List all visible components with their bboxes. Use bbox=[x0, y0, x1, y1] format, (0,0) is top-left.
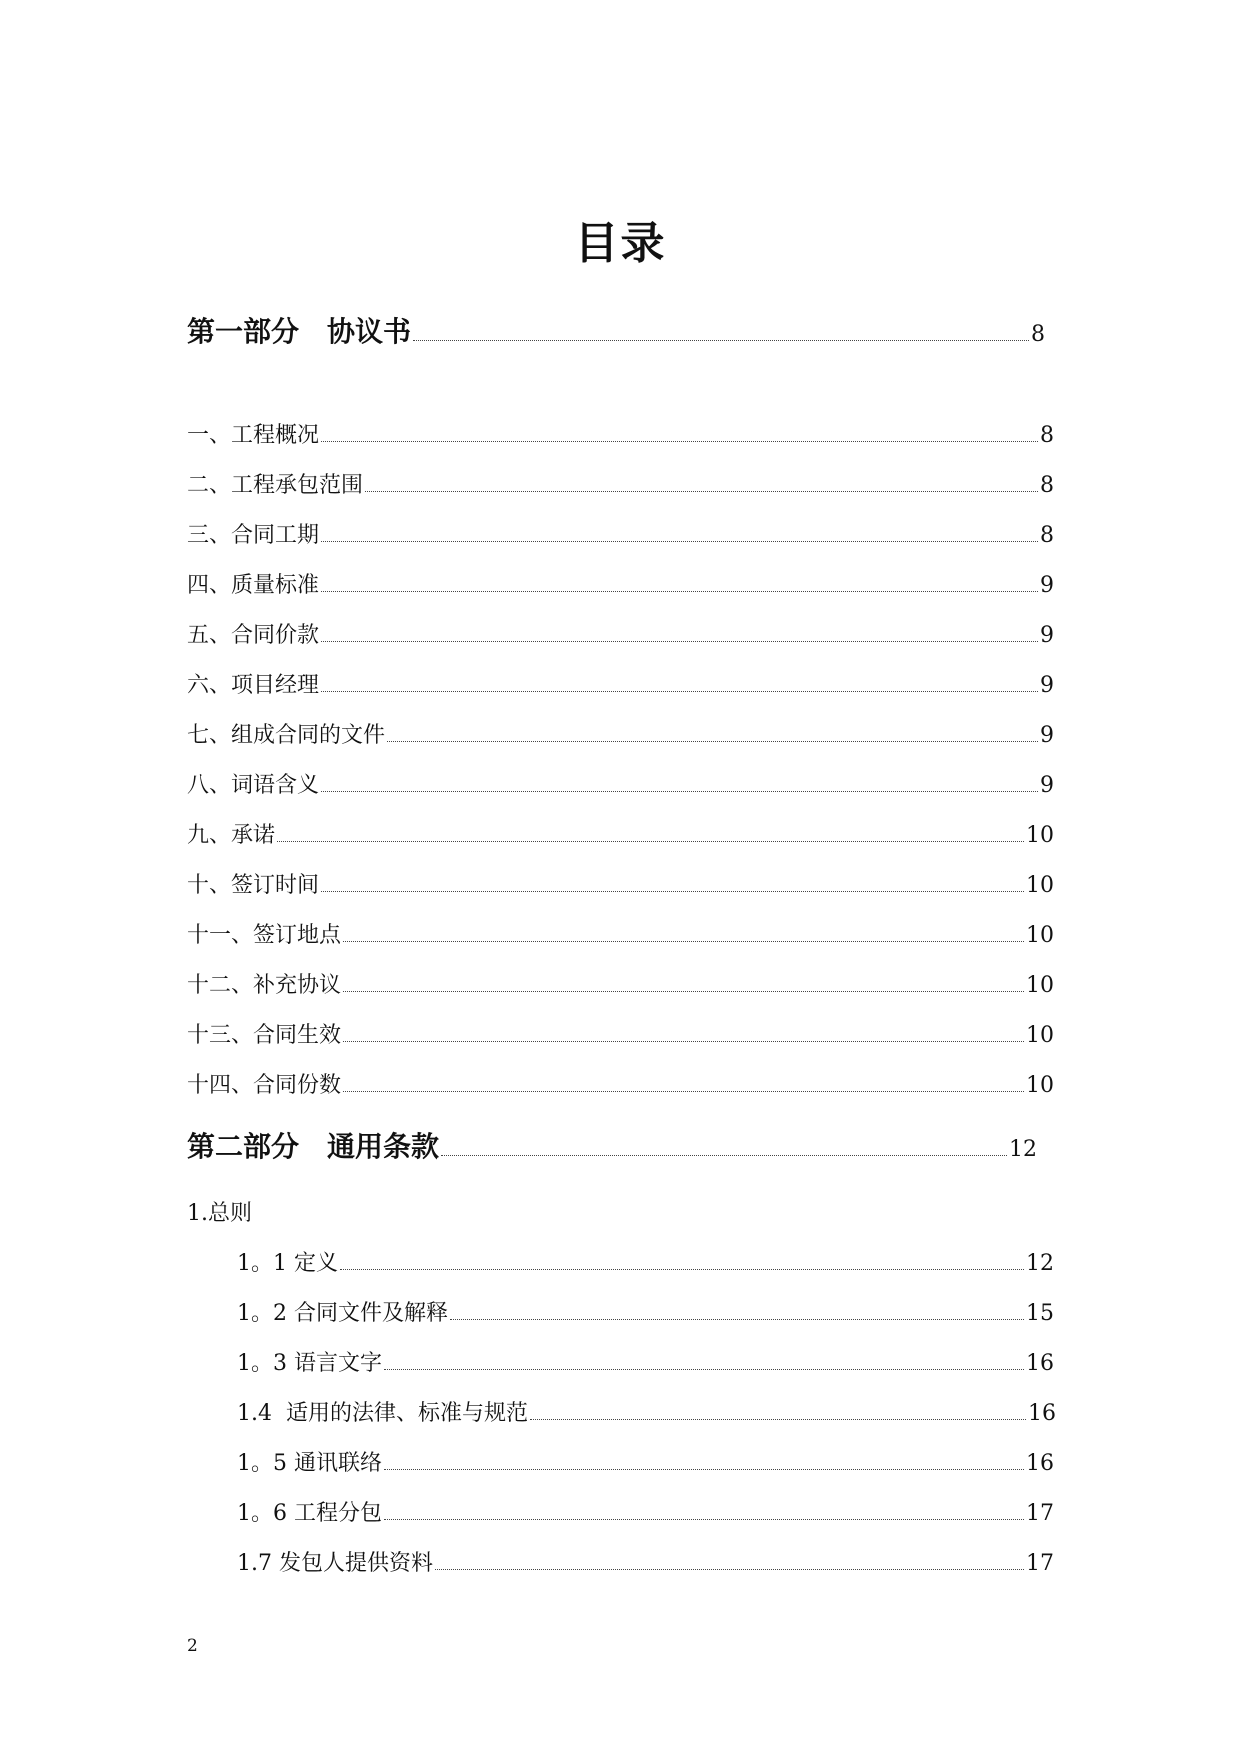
toc-entry[interactable] bbox=[187, 918, 1054, 949]
dot-leader bbox=[321, 790, 1038, 792]
toc-entry-page: 15 bbox=[1026, 1301, 1054, 1326]
toc-entry-label: 三、合同工期 bbox=[187, 523, 320, 548]
dot-leader bbox=[387, 740, 1038, 742]
dot-leader bbox=[450, 1318, 1024, 1320]
page-number: 2 bbox=[187, 1636, 198, 1656]
toc-entry[interactable] bbox=[187, 1068, 1054, 1099]
toc-subentry[interactable] bbox=[237, 1346, 1054, 1377]
toc-entry-page: 12 bbox=[1026, 1251, 1054, 1276]
toc-entry-page: 10 bbox=[1026, 1073, 1054, 1098]
toc-entry[interactable] bbox=[187, 668, 1054, 699]
dot-leader bbox=[343, 1090, 1024, 1092]
toc-entry-page: 8 bbox=[1040, 423, 1054, 448]
toc-entry[interactable] bbox=[187, 518, 1054, 549]
toc-entry[interactable] bbox=[187, 418, 1054, 449]
toc-entry-page: 10 bbox=[1026, 823, 1054, 848]
dot-leader bbox=[365, 490, 1038, 492]
toc-subentry[interactable] bbox=[237, 1496, 1054, 1527]
toc-entry-page: 9 bbox=[1040, 773, 1054, 798]
toc-entry[interactable] bbox=[187, 718, 1054, 749]
toc-subentry[interactable] bbox=[237, 1246, 1054, 1277]
toc-entry-page: 9 bbox=[1040, 723, 1054, 748]
dot-leader bbox=[530, 1418, 1026, 1420]
dot-leader bbox=[343, 1040, 1024, 1042]
dot-leader bbox=[321, 890, 1024, 892]
toc-part-1[interactable] bbox=[187, 310, 1045, 350]
toc-entry-page: 16 bbox=[1028, 1401, 1056, 1426]
toc-entry-page: 9 bbox=[1040, 573, 1054, 598]
toc-entry[interactable] bbox=[187, 568, 1054, 599]
toc-part-2[interactable] bbox=[187, 1125, 1037, 1165]
toc-entry[interactable] bbox=[187, 868, 1054, 899]
toc-entry-page: 10 bbox=[1026, 873, 1054, 898]
toc-entry-label: 1.4 适用的法律、标准与规范 bbox=[237, 1401, 528, 1426]
dot-leader bbox=[340, 1268, 1024, 1270]
toc-subentry[interactable] bbox=[237, 1296, 1054, 1327]
toc-entry-label: 九、承诺 bbox=[187, 823, 276, 848]
toc-entry-label: 十一、签订地点 bbox=[187, 923, 342, 948]
toc-entry-label: 八、词语含义 bbox=[187, 773, 320, 798]
toc-entry-page: 9 bbox=[1040, 673, 1054, 698]
toc-entry-page: 9 bbox=[1040, 623, 1054, 648]
toc-subentry[interactable] bbox=[237, 1446, 1054, 1477]
toc-entry-page: 17 bbox=[1026, 1551, 1054, 1576]
toc-entry-label: 七、组成合同的文件 bbox=[187, 723, 386, 748]
toc-entry-label: 第二部分 通用条款 bbox=[187, 1130, 440, 1163]
toc-entry-label: 十四、合同份数 bbox=[187, 1073, 342, 1098]
dot-leader bbox=[435, 1568, 1024, 1570]
dot-leader bbox=[277, 840, 1024, 842]
toc-entry-label: 1.7 发包人提供资料 bbox=[237, 1551, 433, 1576]
toc-entry-page: 8 bbox=[1031, 322, 1045, 347]
toc-entry[interactable] bbox=[187, 618, 1054, 649]
dot-leader bbox=[384, 1468, 1024, 1470]
toc-entry-page: 16 bbox=[1026, 1451, 1054, 1476]
dot-leader bbox=[343, 940, 1024, 942]
toc-section-heading[interactable]: 1.总则 bbox=[187, 1201, 252, 1226]
toc-entry-page: 8 bbox=[1040, 523, 1054, 548]
dot-leader bbox=[413, 339, 1029, 341]
toc-entry[interactable] bbox=[187, 1018, 1054, 1049]
toc-entry[interactable] bbox=[187, 768, 1054, 799]
toc-entry-page: 10 bbox=[1026, 973, 1054, 998]
toc-entry-label: 十三、合同生效 bbox=[187, 1023, 342, 1048]
toc-entry-label: 第一部分 协议书 bbox=[187, 315, 412, 348]
toc-entry-label: 十二、补充协议 bbox=[187, 973, 342, 998]
toc-entry-label: 二、工程承包范围 bbox=[187, 473, 364, 498]
dot-leader bbox=[321, 690, 1038, 692]
toc-entry-page: 12 bbox=[1009, 1137, 1037, 1162]
toc-entry[interactable] bbox=[187, 968, 1054, 999]
toc-entry[interactable] bbox=[187, 818, 1054, 849]
page-title: 目录 bbox=[574, 218, 667, 269]
toc-entry-page: 16 bbox=[1026, 1351, 1054, 1376]
dot-leader bbox=[321, 540, 1038, 542]
toc-entry[interactable] bbox=[187, 468, 1054, 499]
dot-leader bbox=[384, 1368, 1024, 1370]
toc-entry-label: 1。6 工程分包 bbox=[237, 1501, 382, 1526]
toc-entry-label: 五、合同价款 bbox=[187, 623, 320, 648]
dot-leader bbox=[384, 1518, 1024, 1520]
toc-subentry[interactable] bbox=[237, 1546, 1054, 1577]
toc-entry-label: 十、签订时间 bbox=[187, 873, 320, 898]
dot-leader bbox=[343, 990, 1024, 992]
toc-subentry[interactable] bbox=[237, 1396, 1056, 1427]
toc-entry-label: 1。5 通讯联络 bbox=[237, 1451, 382, 1476]
toc-entry-label: 四、质量标准 bbox=[187, 573, 320, 598]
toc-entry-label: 1。3 语言文字 bbox=[237, 1351, 382, 1376]
toc-entry-page: 17 bbox=[1026, 1501, 1054, 1526]
toc-entry-label: 1。1 定义 bbox=[237, 1251, 338, 1276]
toc-entry-page: 8 bbox=[1040, 473, 1054, 498]
toc-entry-label: 一、工程概况 bbox=[187, 423, 320, 448]
dot-leader bbox=[321, 640, 1038, 642]
toc-entry-label: 六、项目经理 bbox=[187, 673, 320, 698]
toc-entry-label: 1。2 合同文件及解释 bbox=[237, 1301, 448, 1326]
dot-leader bbox=[321, 440, 1038, 442]
dot-leader bbox=[321, 590, 1038, 592]
dot-leader bbox=[441, 1154, 1007, 1156]
toc-entry-page: 10 bbox=[1026, 923, 1054, 948]
toc-entry-page: 10 bbox=[1026, 1023, 1054, 1048]
